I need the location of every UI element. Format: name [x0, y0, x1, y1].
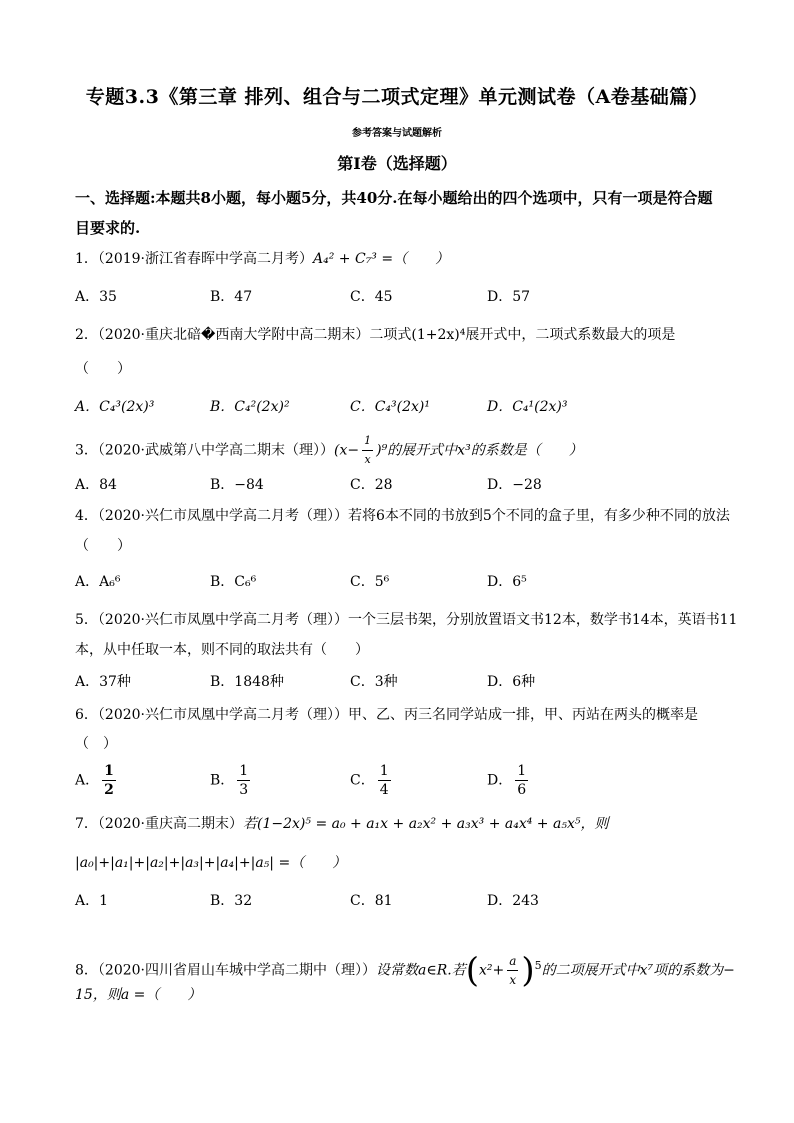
option-b: B．1848种: [210, 674, 284, 690]
question-4-paren: （ ）: [75, 538, 131, 554]
option-c: C．C₄³(2x)¹: [350, 399, 430, 415]
option-a: A．37种: [75, 674, 131, 690]
page-subtitle: 参考答案与试题解析: [352, 128, 442, 139]
option-a: A． $\frac{1}{2}$: [75, 763, 114, 798]
question-text: 若(1−2x)⁵ = a₀ + a₁x + a₂x² + a₃x³ + a₄x⁴ + a₅x⁵，则: [243, 816, 609, 832]
question-number: 4．: [75, 508, 98, 524]
section-heading: 第Ⅰ卷（选择题）: [337, 154, 457, 173]
option-c: C．5⁶: [350, 574, 390, 590]
question-source: （2020·重庆高二期末）: [97, 816, 244, 832]
question-text: 二项式(1+2x)⁴展开式中，二项式系数最大的项是: [369, 327, 676, 343]
option-d: D．57: [487, 289, 531, 305]
question-6-paren: （ ）: [75, 736, 117, 752]
question-text: 一个三层书架，分别放置语文书12本，数学书14本，英语书11: [348, 612, 738, 628]
question-number: 8．: [75, 962, 98, 979]
question-3: [75, 432, 735, 469]
fraction: $\frac{1}{6}$: [517, 763, 527, 798]
question-source: （2020·重庆北碚�西南大学附中高二期末）: [97, 327, 370, 343]
question-expr-pre: (x−: [334, 442, 360, 459]
question-2-paren: （ ）: [75, 361, 131, 377]
question-text: A₄² + C₇³ =（ ）: [313, 251, 450, 267]
option-d: D．−28: [487, 477, 542, 493]
question-number: 7．: [75, 816, 98, 832]
option-a: A．A₆⁶: [75, 574, 121, 590]
question-6: [75, 705, 735, 725]
question-source: （2020·武威第八中学高二期末（理））: [97, 442, 335, 459]
section-instructions: 一、选择题:本题共8小题，每小题5分，共40分.在每小题给出的四个选项中，只有一项是符合题目要求的.: [75, 189, 713, 237]
option-d: D．6⁵: [487, 574, 527, 590]
question-expr-post: 的二项展开式中x⁷项的系数为−: [541, 962, 735, 979]
question-4: [75, 506, 735, 526]
option-b: B．32: [210, 893, 253, 909]
question-number: 5．: [75, 612, 98, 628]
question-7-cont: |a₀|+|a₁|+|a₂|+|a₃|+|a₄|+|a₅| =（ ）: [75, 855, 347, 871]
fraction: $\frac{1}{3}$: [239, 763, 249, 798]
question-number: 1．: [75, 251, 98, 267]
option-c: C．45: [350, 289, 393, 305]
option-b: B．C₆⁶: [210, 574, 257, 590]
option-c: C．3种: [350, 674, 398, 690]
question-8-cont: 15，则a =（ ）: [75, 987, 202, 1003]
option-b: B．47: [210, 289, 253, 305]
question-number: 3．: [75, 442, 98, 459]
question-2: [75, 325, 735, 345]
question-expr-pre: 设常数a∈R.若: [376, 962, 466, 979]
option-c: C． $\frac{1}{4}$: [350, 763, 389, 798]
fraction: $\frac{1}{4}$: [379, 763, 389, 798]
option-a: A．35: [75, 289, 117, 305]
question-text: 若将6本不同的书放到5个不同的盒子里，有多少种不同的放法: [348, 508, 730, 524]
question-source: （2020·兴仁市凤凰中学高二月考（理））: [97, 612, 348, 628]
fraction: $\frac{a}{x}$: [509, 954, 517, 988]
question-1: [75, 249, 735, 269]
option-d: D．C₄¹(2x)³: [487, 399, 568, 415]
question-5: [75, 610, 738, 630]
question-number: 2．: [75, 327, 98, 343]
question-8: 8．（2020·四川省眉山车城中学高二期中（理））设常数a∈R.若(x²+ $\frac{a}{x}$ )$^5$的二项展开式中x⁷项的系数为−: [75, 950, 735, 991]
question-source: （2020·兴仁市凤凰中学高二月考（理））: [97, 508, 348, 524]
option-b: B．C₄²(2x)²: [210, 399, 290, 415]
option-b: B．−84: [210, 477, 264, 493]
option-a: A．1: [75, 893, 109, 909]
question-5-cont: 本，从中任取一本，则不同的取法共有（ ）: [75, 642, 369, 658]
option-d: D．243: [487, 893, 539, 909]
question-source: （2020·兴仁市凤凰中学高二月考（理））: [97, 707, 348, 723]
page-title: 专题3.3《第三章 排列、组合与二项式定理》单元测试卷（A卷基础篇）: [85, 86, 709, 108]
option-c: C．28: [350, 477, 393, 493]
option-d: D．6种: [487, 674, 536, 690]
option-c: C．81: [350, 893, 393, 909]
fraction: $\frac{1}{2}$: [104, 763, 114, 798]
option-a: A．84: [75, 477, 117, 493]
question-source: （2019·浙江省春晖中学高二月考）: [97, 251, 314, 267]
option-b: B． $\frac{1}{3}$: [210, 763, 249, 798]
question-7: [75, 814, 735, 834]
option-a: A．C₄³(2x)³: [75, 399, 155, 415]
fraction: $\frac{1}{x}$: [364, 434, 372, 466]
question-expr-post: )⁹的展开式中x³的系数是（ ）: [376, 442, 583, 459]
option-d: D． $\frac{1}{6}$: [487, 763, 527, 798]
question-text: 甲、乙、丙三名同学站成一排，甲、丙站在两头的概率是: [348, 707, 698, 723]
question-source: （2020·四川省眉山车城中学高二期中（理））: [97, 962, 376, 979]
question-number: 6．: [75, 707, 98, 723]
